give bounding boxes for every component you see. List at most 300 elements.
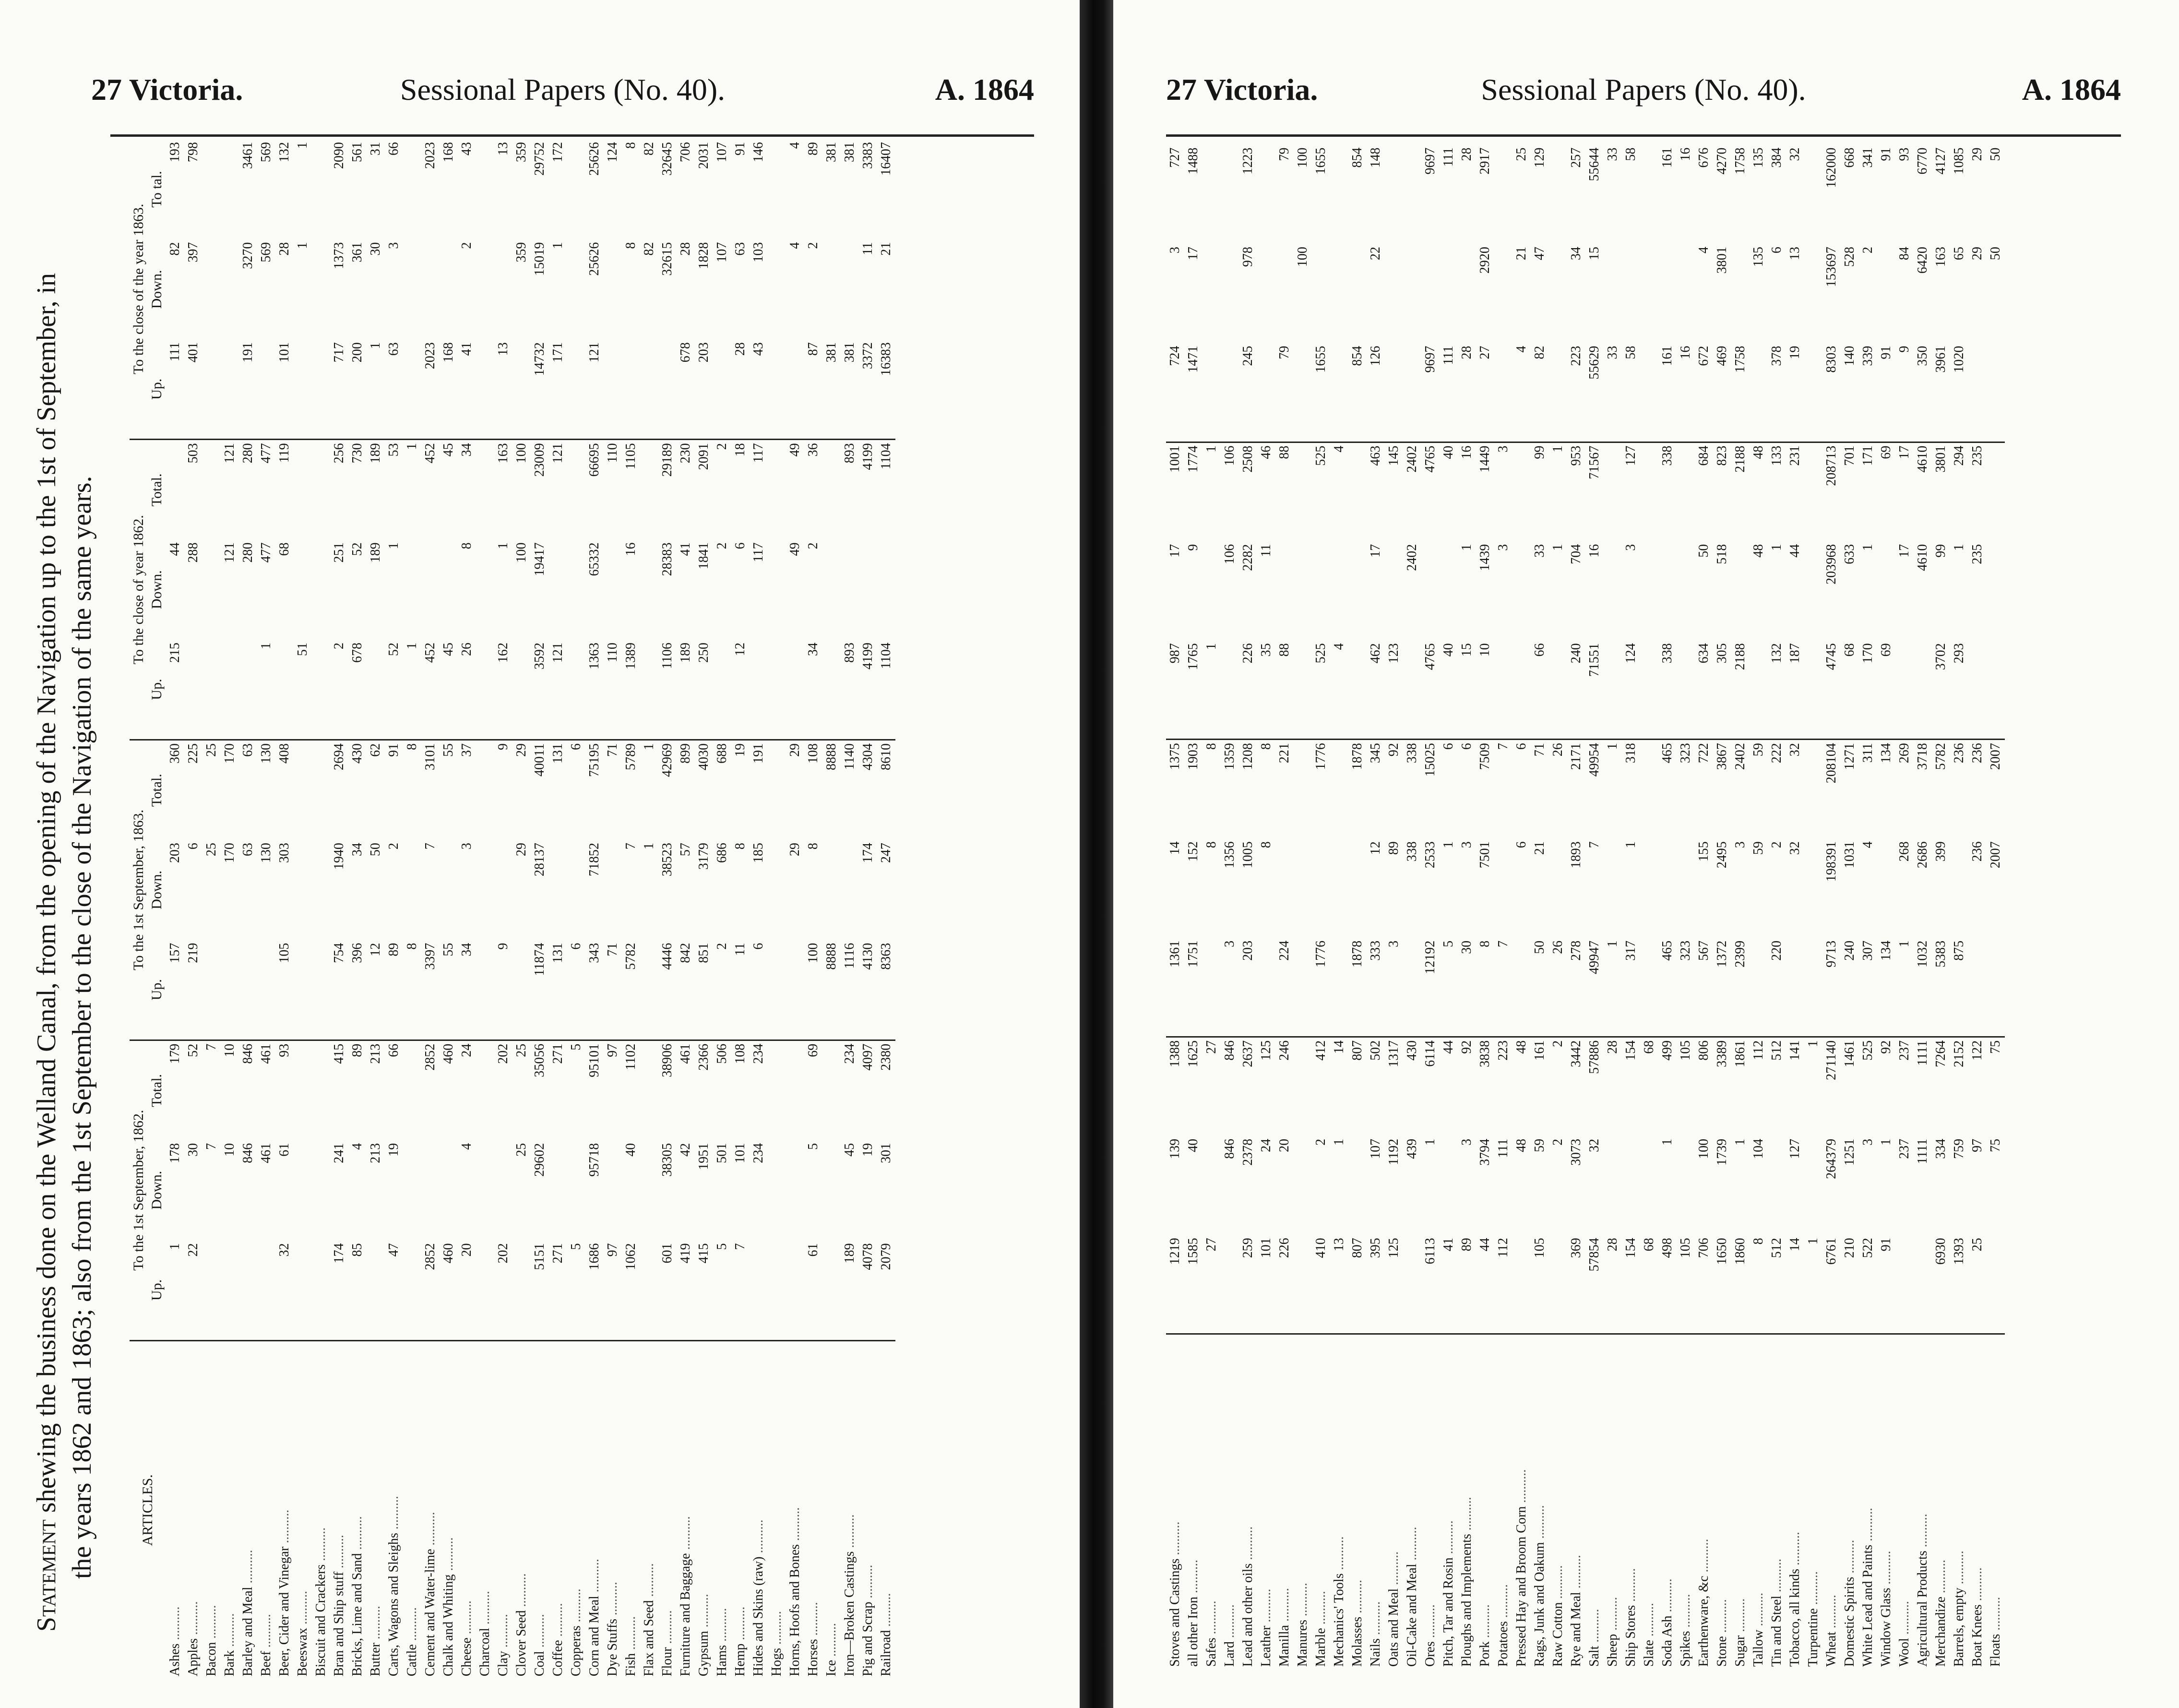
value-cell: 104 bbox=[1751, 1138, 1766, 1159]
leader-dots: .......... bbox=[1313, 1591, 1328, 1628]
value-cell bbox=[1330, 145, 1348, 244]
value-cell: 110 bbox=[605, 443, 620, 463]
leader-dots: .......... bbox=[1879, 1551, 1893, 1588]
value-cell bbox=[184, 640, 202, 740]
value-cell bbox=[257, 1240, 275, 1340]
article-label: Cement and Water-lime bbox=[423, 1549, 438, 1676]
article-label: Hogs bbox=[769, 1648, 784, 1676]
leader-dots: .......... bbox=[696, 1594, 711, 1631]
table-row bbox=[1677, 145, 1695, 1670]
value-cell bbox=[1640, 145, 1658, 244]
article-label: Barley and Meal bbox=[240, 1587, 255, 1676]
table-row bbox=[1987, 145, 2005, 1670]
value-cell bbox=[257, 940, 275, 1040]
value-cell: 236 bbox=[1970, 743, 1985, 764]
value-cell: 5 bbox=[713, 1240, 731, 1340]
value-cell: 2637 bbox=[1240, 1040, 1255, 1067]
value-cell: 154 bbox=[1623, 1040, 1638, 1061]
value-cell: 121 bbox=[549, 640, 567, 740]
leader-dots: .......... bbox=[514, 1573, 529, 1611]
value-cell: 68 bbox=[277, 542, 292, 556]
value-cell: 1 bbox=[1879, 1138, 1893, 1146]
value-cell: 236 bbox=[1970, 841, 1985, 862]
value-cell bbox=[1987, 442, 2005, 541]
value-cell bbox=[294, 1040, 312, 1140]
value-cell: 15019 bbox=[532, 242, 547, 276]
value-cell bbox=[1403, 343, 1421, 442]
value-cell: 92 bbox=[1459, 1040, 1474, 1054]
value-cell bbox=[622, 339, 640, 440]
value-cell bbox=[640, 440, 658, 540]
value-cell: 323 bbox=[1678, 743, 1693, 764]
leader-dots: .......... bbox=[1569, 1555, 1584, 1592]
table-row bbox=[1403, 145, 1421, 1670]
value-cell: 45 bbox=[842, 1143, 857, 1157]
table-row bbox=[804, 139, 822, 1679]
value-cell bbox=[1895, 640, 1914, 740]
table-row bbox=[312, 139, 330, 1679]
value-cell: 119 bbox=[277, 443, 292, 463]
value-cell: 1 bbox=[1441, 841, 1456, 848]
article-label: Carts, Wagons and Sleighs bbox=[386, 1533, 401, 1676]
value-cell: 1 bbox=[405, 443, 419, 450]
table-row bbox=[1786, 145, 1804, 1670]
value-cell bbox=[1512, 1235, 1531, 1334]
value-cell: 34 bbox=[804, 640, 822, 740]
value-cell: 126 bbox=[1367, 343, 1385, 442]
value-cell bbox=[567, 339, 585, 440]
value-cell: 140 bbox=[1841, 343, 1859, 442]
article-label: Lead and other oils bbox=[1240, 1563, 1255, 1667]
value-cell bbox=[768, 139, 786, 239]
value-cell: 28 bbox=[1605, 1040, 1620, 1054]
value-cell bbox=[166, 440, 184, 540]
value-cell: 1 bbox=[642, 743, 656, 751]
value-cell bbox=[294, 940, 312, 1040]
article-label: Stoves and Castings bbox=[1167, 1558, 1182, 1667]
value-cell: 1 bbox=[1459, 544, 1474, 551]
value-cell: 6761 bbox=[1822, 1235, 1841, 1334]
value-cell: 12192 bbox=[1421, 938, 1440, 1037]
value-cell: 338 bbox=[1660, 445, 1675, 466]
value-cell: 461 bbox=[259, 1043, 274, 1064]
value-cell: 29602 bbox=[532, 1143, 547, 1177]
value-cell bbox=[1950, 838, 1968, 938]
value-cell bbox=[768, 239, 786, 340]
value-cell: 1 bbox=[642, 843, 656, 850]
value-cell: 842 bbox=[677, 940, 695, 1040]
value-cell: 44 bbox=[167, 542, 182, 556]
article-label: Charcoal bbox=[477, 1627, 492, 1676]
value-cell: 518 bbox=[1715, 544, 1729, 564]
value-cell: 7 bbox=[204, 1143, 219, 1150]
value-cell bbox=[640, 1240, 658, 1340]
value-cell bbox=[294, 1240, 312, 1340]
value-cell: 4 bbox=[459, 1143, 474, 1150]
article-label: Boat Knees bbox=[1970, 1604, 1985, 1667]
value-cell bbox=[1622, 1136, 1640, 1235]
value-cell: 71852 bbox=[587, 843, 602, 877]
value-cell: 7 bbox=[623, 843, 638, 850]
value-cell bbox=[567, 539, 585, 640]
value-cell: 396 bbox=[348, 940, 367, 1040]
value-cell: 121 bbox=[222, 542, 237, 563]
value-cell bbox=[1804, 244, 1822, 343]
value-cell: 4 bbox=[1512, 343, 1531, 442]
table-row bbox=[640, 139, 658, 1679]
value-cell: 32 bbox=[1787, 743, 1802, 757]
value-cell: 1111 bbox=[1915, 1138, 1930, 1164]
value-cell: 168 bbox=[440, 339, 458, 440]
value-cell: 1449 bbox=[1477, 445, 1492, 473]
value-cell bbox=[476, 840, 494, 940]
article-label: Beef bbox=[259, 1651, 274, 1676]
leader-dots: .......... bbox=[423, 1512, 438, 1549]
article-name bbox=[1567, 1334, 1585, 1670]
page-header bbox=[91, 72, 1034, 110]
table-row bbox=[1731, 145, 1750, 1670]
table-row bbox=[1914, 145, 1932, 1670]
value-cell: 172 bbox=[550, 142, 565, 162]
value-cell: 3 bbox=[1167, 247, 1182, 254]
value-cell bbox=[1294, 1136, 1312, 1235]
table-row bbox=[1841, 145, 1859, 1670]
value-cell: 334 bbox=[1933, 1138, 1948, 1159]
leader-dots: .......... bbox=[1259, 1589, 1274, 1626]
value-cell: 2 bbox=[1769, 841, 1784, 848]
value-cell: 3 bbox=[1496, 445, 1511, 453]
table-row bbox=[1658, 145, 1677, 1670]
value-cell: 51 bbox=[294, 640, 312, 740]
value-cell: 203 bbox=[167, 843, 182, 863]
article-name bbox=[1859, 1334, 1877, 1670]
value-cell: 754 bbox=[330, 940, 348, 1040]
leader-dots: .......... bbox=[1970, 1567, 1985, 1605]
value-cell: 122 bbox=[1970, 1040, 1985, 1061]
value-cell: 2023 bbox=[423, 142, 438, 169]
sessional-papers-title: Sessional Papers (No. 40). bbox=[1481, 72, 1806, 107]
value-cell: 4199 bbox=[859, 640, 877, 740]
value-cell: 9 bbox=[1186, 544, 1201, 551]
value-cell: 501 bbox=[714, 1143, 729, 1163]
value-cell: 875 bbox=[1950, 938, 1968, 1037]
value-cell bbox=[1203, 1136, 1221, 1235]
value-cell bbox=[1804, 442, 1822, 541]
value-cell: 99 bbox=[1532, 445, 1547, 459]
value-cell bbox=[202, 239, 221, 340]
value-cell: 301 bbox=[879, 1143, 893, 1163]
value-cell bbox=[275, 640, 294, 740]
article-label: Bark bbox=[222, 1650, 237, 1676]
value-cell: 30 bbox=[1458, 938, 1476, 1037]
table-row bbox=[385, 139, 403, 1679]
value-cell: 43 bbox=[459, 142, 474, 155]
value-cell: 1111 bbox=[1915, 1040, 1930, 1066]
value-cell: 47 bbox=[385, 1240, 403, 1340]
value-cell bbox=[1677, 640, 1695, 740]
value-cell: 33 bbox=[1604, 343, 1622, 442]
value-cell: 381 bbox=[842, 142, 857, 162]
value-cell: 893 bbox=[841, 640, 859, 740]
leader-dots: .......... bbox=[751, 1519, 766, 1557]
article-label: Hides and Skins (raw) bbox=[751, 1556, 766, 1676]
value-cell: 93 bbox=[1897, 147, 1912, 161]
value-cell bbox=[221, 940, 239, 1040]
value-cell: 100 bbox=[514, 443, 529, 464]
value-cell: 11 bbox=[860, 242, 875, 255]
value-cell: 3 bbox=[1623, 544, 1638, 551]
value-cell: 1251 bbox=[1842, 1138, 1857, 1166]
statement-line2: the years 1862 and 1863; also from the 1st September to the close of the Navigation of the same years. bbox=[67, 476, 97, 1579]
value-cell bbox=[822, 440, 841, 540]
article-label: Pressed Hay and Broom Corn bbox=[1514, 1506, 1529, 1667]
value-cell: 264379 bbox=[1824, 1138, 1839, 1179]
table-row bbox=[275, 139, 294, 1679]
value-cell bbox=[604, 239, 622, 340]
value-cell: 678 bbox=[348, 640, 367, 740]
article-name bbox=[822, 1340, 841, 1679]
value-cell: 502 bbox=[1368, 1040, 1383, 1061]
leader-dots: .......... bbox=[1386, 1551, 1401, 1589]
value-cell: 419 bbox=[677, 1240, 695, 1340]
value-cell: 235 bbox=[1970, 544, 1985, 564]
article-label: Tobacco, all kinds bbox=[1787, 1568, 1802, 1667]
table-row bbox=[1385, 145, 1403, 1670]
value-cell: 6 bbox=[569, 743, 583, 751]
value-cell: 1361 bbox=[1166, 938, 1184, 1037]
right-page bbox=[1113, 0, 2179, 1708]
value-cell: 203 bbox=[695, 339, 713, 440]
value-cell: 66 bbox=[386, 142, 401, 155]
value-cell: 62 bbox=[368, 743, 383, 757]
table-row bbox=[239, 139, 257, 1679]
leader-dots: .......... bbox=[1952, 1551, 1966, 1588]
value-cell: 10 bbox=[1476, 640, 1494, 740]
value-cell bbox=[822, 239, 841, 340]
article-label: Rags, Junk and Oakum bbox=[1532, 1542, 1547, 1667]
value-cell: 17 bbox=[1167, 544, 1182, 558]
value-cell bbox=[1768, 1136, 1786, 1235]
value-cell: 97 bbox=[604, 1240, 622, 1340]
article-name bbox=[1203, 1334, 1221, 1670]
value-cell: 706 bbox=[678, 142, 693, 162]
value-cell bbox=[1549, 640, 1567, 740]
table-row bbox=[1877, 145, 1895, 1670]
article-name bbox=[1585, 1334, 1604, 1670]
subheader: Up. bbox=[148, 1240, 166, 1340]
value-cell: 10 bbox=[222, 1143, 237, 1157]
value-cell: 89 bbox=[806, 142, 821, 155]
value-cell: 91 bbox=[386, 743, 401, 757]
value-cell bbox=[294, 740, 312, 840]
value-cell bbox=[312, 1140, 330, 1241]
value-cell: 512 bbox=[1768, 1235, 1786, 1334]
value-cell: 1104 bbox=[877, 640, 895, 740]
value-cell: 1828 bbox=[696, 242, 711, 269]
table-row bbox=[1476, 145, 1494, 1670]
value-cell bbox=[786, 339, 804, 440]
canal-table-left bbox=[130, 139, 1034, 1679]
leader-dots: .......... bbox=[806, 1602, 821, 1639]
value-cell: 2 bbox=[1860, 247, 1875, 254]
value-cell bbox=[1640, 442, 1658, 541]
article-name bbox=[604, 1340, 622, 1679]
value-cell: 3179 bbox=[696, 843, 711, 870]
table-row bbox=[403, 139, 421, 1679]
value-cell: 6 bbox=[1514, 841, 1529, 848]
value-cell: 231 bbox=[1787, 445, 1802, 466]
value-cell bbox=[476, 1040, 494, 1140]
value-cell: 2 bbox=[713, 940, 731, 1040]
value-cell bbox=[1294, 541, 1312, 641]
table-row bbox=[822, 139, 841, 1679]
value-cell: 66695 bbox=[587, 443, 602, 477]
value-cell: 3 bbox=[1459, 841, 1474, 848]
value-cell: 29 bbox=[514, 743, 529, 757]
value-cell: 280 bbox=[240, 443, 255, 464]
value-cell: 2031 bbox=[696, 142, 711, 169]
value-cell: 305 bbox=[1713, 640, 1731, 740]
value-cell: 2 bbox=[714, 542, 729, 549]
value-cell: 13 bbox=[494, 339, 512, 440]
value-cell: 30 bbox=[186, 1143, 201, 1157]
value-cell: 3801 bbox=[1933, 445, 1948, 473]
leader-dots: .......... bbox=[1477, 1604, 1492, 1642]
article-name bbox=[1677, 1334, 1695, 1670]
value-cell: 307 bbox=[1859, 938, 1877, 1037]
article-label: Floats bbox=[1988, 1634, 2003, 1667]
value-cell bbox=[1294, 1037, 1312, 1136]
subheader: Total. bbox=[149, 774, 165, 807]
value-cell bbox=[822, 1040, 841, 1140]
article-label: Iron—Broken Castings bbox=[842, 1551, 857, 1676]
value-cell: 7 bbox=[1496, 743, 1511, 750]
value-cell bbox=[312, 440, 330, 540]
value-cell: 1758 bbox=[1733, 147, 1748, 175]
value-cell: 152 bbox=[1186, 841, 1201, 862]
value-cell: 35 bbox=[1257, 640, 1275, 740]
value-cell bbox=[822, 1140, 841, 1241]
table-row bbox=[1895, 145, 1914, 1670]
value-cell bbox=[1549, 244, 1567, 343]
value-cell bbox=[1330, 938, 1348, 1037]
value-cell bbox=[403, 1140, 421, 1241]
value-cell: 5383 bbox=[1932, 938, 1950, 1037]
value-cell: 399 bbox=[1933, 841, 1948, 862]
value-cell: 359 bbox=[514, 242, 529, 263]
table-row bbox=[367, 139, 385, 1679]
value-cell: 33 bbox=[1605, 147, 1620, 161]
value-cell: 8 bbox=[623, 242, 638, 249]
value-cell: 704 bbox=[1569, 544, 1584, 564]
value-cell: 1085 bbox=[1952, 147, 1966, 175]
leader-dots: .......... bbox=[1988, 1597, 2003, 1634]
value-cell: 198391 bbox=[1824, 841, 1839, 882]
value-cell bbox=[567, 239, 585, 340]
value-cell: 412 bbox=[1313, 1040, 1328, 1061]
value-cell: 3442 bbox=[1569, 1040, 1584, 1067]
value-cell: 381 bbox=[822, 339, 841, 440]
leader-dots: .......... bbox=[1587, 1609, 1602, 1646]
value-cell bbox=[476, 1140, 494, 1241]
leader-dots: .......... bbox=[405, 1607, 419, 1645]
canal-table-right bbox=[1166, 144, 2121, 1670]
article-label: Cattle bbox=[405, 1644, 419, 1676]
table-row bbox=[202, 139, 221, 1679]
value-cell: 2 bbox=[386, 843, 401, 850]
article-name bbox=[677, 1340, 695, 1679]
value-cell: 68 bbox=[1841, 640, 1859, 740]
left-page bbox=[0, 0, 1080, 1708]
value-cell: 146 bbox=[751, 142, 766, 162]
article-label: Biscuit and Crackers bbox=[313, 1564, 328, 1676]
value-cell: 157 bbox=[166, 940, 184, 1040]
value-cell: 117 bbox=[751, 542, 766, 562]
value-cell bbox=[1257, 145, 1275, 244]
value-cell bbox=[1658, 838, 1677, 938]
value-cell: 107 bbox=[714, 142, 729, 162]
value-cell: 14732 bbox=[531, 339, 549, 440]
value-cell: 2852 bbox=[423, 1043, 438, 1071]
article-name bbox=[622, 1340, 640, 1679]
value-cell bbox=[1804, 938, 1822, 1037]
value-cell: 127 bbox=[1787, 1138, 1802, 1159]
value-cell: 5 bbox=[567, 1240, 585, 1340]
value-cell: 125 bbox=[1259, 1040, 1274, 1061]
value-cell: 161 bbox=[1532, 1040, 1547, 1061]
value-cell: 85 bbox=[348, 1240, 367, 1340]
value-cell: 91 bbox=[1879, 147, 1893, 161]
value-cell: 1 bbox=[1733, 1138, 1748, 1146]
value-cell: 2 bbox=[806, 242, 821, 249]
article-label: Ores bbox=[1423, 1641, 1438, 1667]
value-cell: 32 bbox=[1787, 841, 1802, 855]
value-cell bbox=[549, 539, 567, 640]
value-cell: 2007 bbox=[1988, 743, 2003, 770]
value-cell: 401 bbox=[184, 339, 202, 440]
value-cell: 170 bbox=[222, 843, 237, 863]
value-cell: 75 bbox=[1988, 1138, 2003, 1152]
leader-dots: .......... bbox=[350, 1516, 365, 1553]
value-cell: 1062 bbox=[622, 1240, 640, 1340]
value-cell bbox=[312, 539, 330, 640]
value-cell bbox=[1348, 442, 1367, 541]
value-cell: 107 bbox=[1368, 1138, 1383, 1159]
value-cell bbox=[202, 139, 221, 239]
leader-dots: .......... bbox=[714, 1608, 729, 1645]
table-row bbox=[786, 139, 804, 1679]
value-cell: 29 bbox=[1970, 247, 1985, 261]
value-cell: 2007 bbox=[1988, 841, 2003, 869]
article-name bbox=[1312, 1334, 1330, 1670]
value-cell: 10 bbox=[222, 1043, 237, 1057]
value-cell: 135 bbox=[1751, 247, 1766, 267]
value-cell: 32 bbox=[275, 1240, 294, 1340]
value-cell: 1105 bbox=[623, 443, 638, 470]
article-name bbox=[1731, 1334, 1750, 1670]
year-label: A. 1864 bbox=[2022, 72, 2121, 107]
value-cell: 251 bbox=[332, 542, 346, 563]
value-cell: 58 bbox=[1622, 343, 1640, 442]
value-cell bbox=[239, 940, 257, 1040]
value-cell: 415 bbox=[695, 1240, 713, 1340]
value-cell: 25626 bbox=[587, 142, 602, 176]
value-cell: 189 bbox=[677, 640, 695, 740]
value-cell bbox=[221, 339, 239, 440]
value-cell: 203968 bbox=[1824, 544, 1839, 585]
value-cell: 268 bbox=[1897, 841, 1912, 862]
value-cell: 46 bbox=[1259, 445, 1274, 459]
